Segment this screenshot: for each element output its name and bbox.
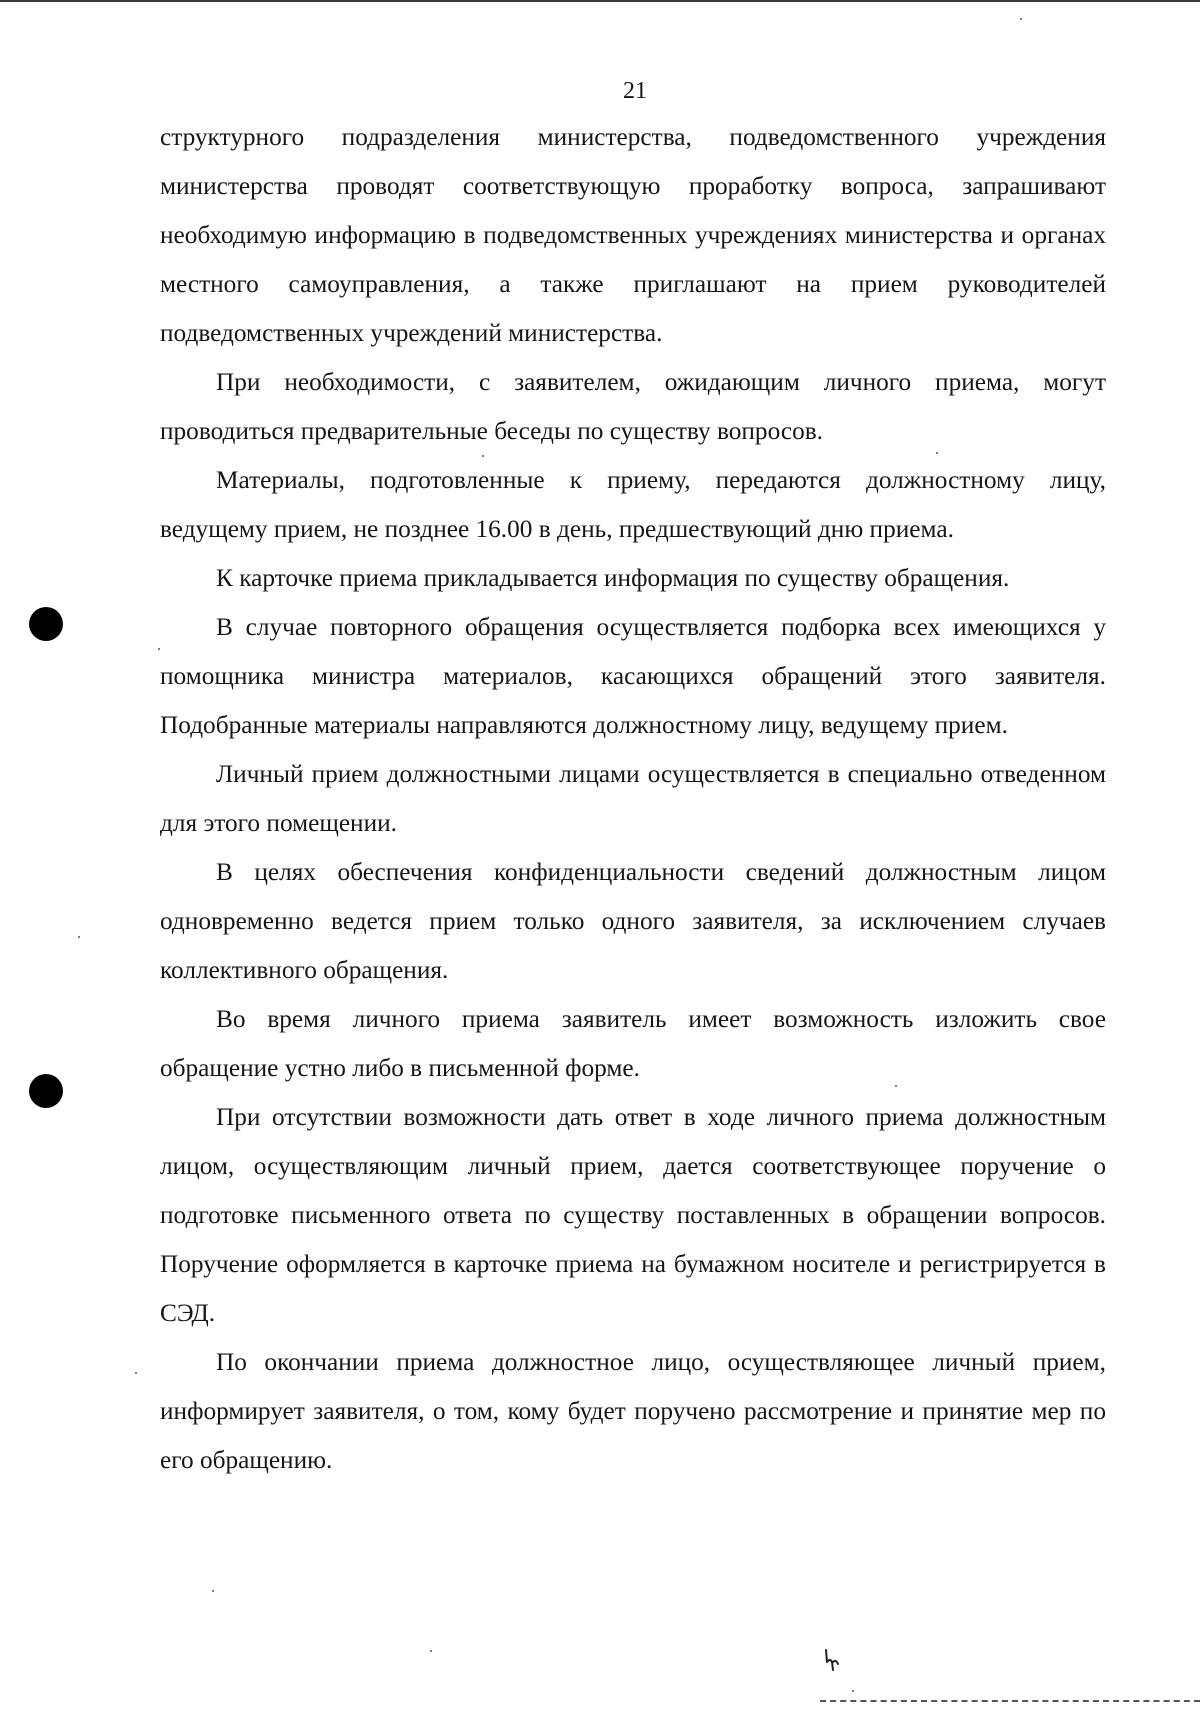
paragraph: Во время личного приема заявитель имеет возможность изложить свое обращение устно либо в письменной форме. xyxy=(160,1005,1106,1082)
scan-edge-bottom xyxy=(820,1700,1200,1703)
paragraph: Материалы, подготовленные к приему, передаются должностному лицу, ведущему прием, не позднее 16.00 в день, предшествующий дню приема. xyxy=(160,466,1106,543)
scan-speck xyxy=(212,1590,214,1592)
scan-speck xyxy=(78,936,80,938)
scan-speck xyxy=(1020,18,1022,20)
scan-speck xyxy=(895,1085,897,1087)
paragraph: В целях обеспечения конфиденциальности сведений должностным лицом одновременно ведется прием только одного заявителя, за исключением случаев коллективного обращения. xyxy=(160,858,1106,984)
handwritten-mark-icon xyxy=(820,1648,844,1674)
punch-hole-lower xyxy=(29,1074,63,1108)
scan-speck xyxy=(936,452,938,454)
paragraph: При отсутствии возможности дать ответ в ходе личного приема должностным лицом, осуществляющим личный прием, дается соответствующее поручение о подготовке письменного ответа по существу поставленных в обращении вопросов. Поручение оформляется в карточке приема на бумажном носителе и регистрируется в СЭД. xyxy=(160,1103,1106,1327)
scan-edge-top xyxy=(0,0,1200,2)
page-number: 21 xyxy=(623,78,647,104)
scan-speck xyxy=(158,648,160,650)
scan-speck xyxy=(482,455,484,457)
paragraph: К карточке приема прикладывается информация по существу обращения. xyxy=(216,564,1010,592)
scan-speck xyxy=(135,1372,137,1374)
paragraph: Личный прием должностными лицами осуществляется в специально отведенном для этого помещении. xyxy=(160,760,1106,837)
scan-speck xyxy=(852,1690,854,1692)
scan-speck xyxy=(430,1650,432,1652)
paragraph: структурного подразделения министерства, подведомственного учреждения министерства проводят соответствующую проработку вопроса, запрашивают необходимую информацию в подведомственных учреждениях министерства и органах местного самоуправления, а также приглашают на прием руководителей подведомственных учреждений министерства. xyxy=(160,123,1106,347)
paragraph: По окончании приема должностное лицо, осуществляющее личный прием, информирует заявителя, о том, кому будет поручено рассмотрение и принятие мер по его обращению. xyxy=(160,1348,1106,1474)
paragraph: При необходимости, с заявителем, ожидающим личного приема, могут проводиться предварительные беседы по существу вопросов. xyxy=(160,368,1106,445)
document-body xyxy=(160,113,1106,1485)
punch-hole-upper xyxy=(29,607,63,641)
paragraph: В случае повторного обращения осуществляется подборка всех имеющихся у помощника министра материалов, касающихся обращений этого заявителя. Подобранные материалы направляются должностному лицу, ведущему прием. xyxy=(160,613,1106,739)
